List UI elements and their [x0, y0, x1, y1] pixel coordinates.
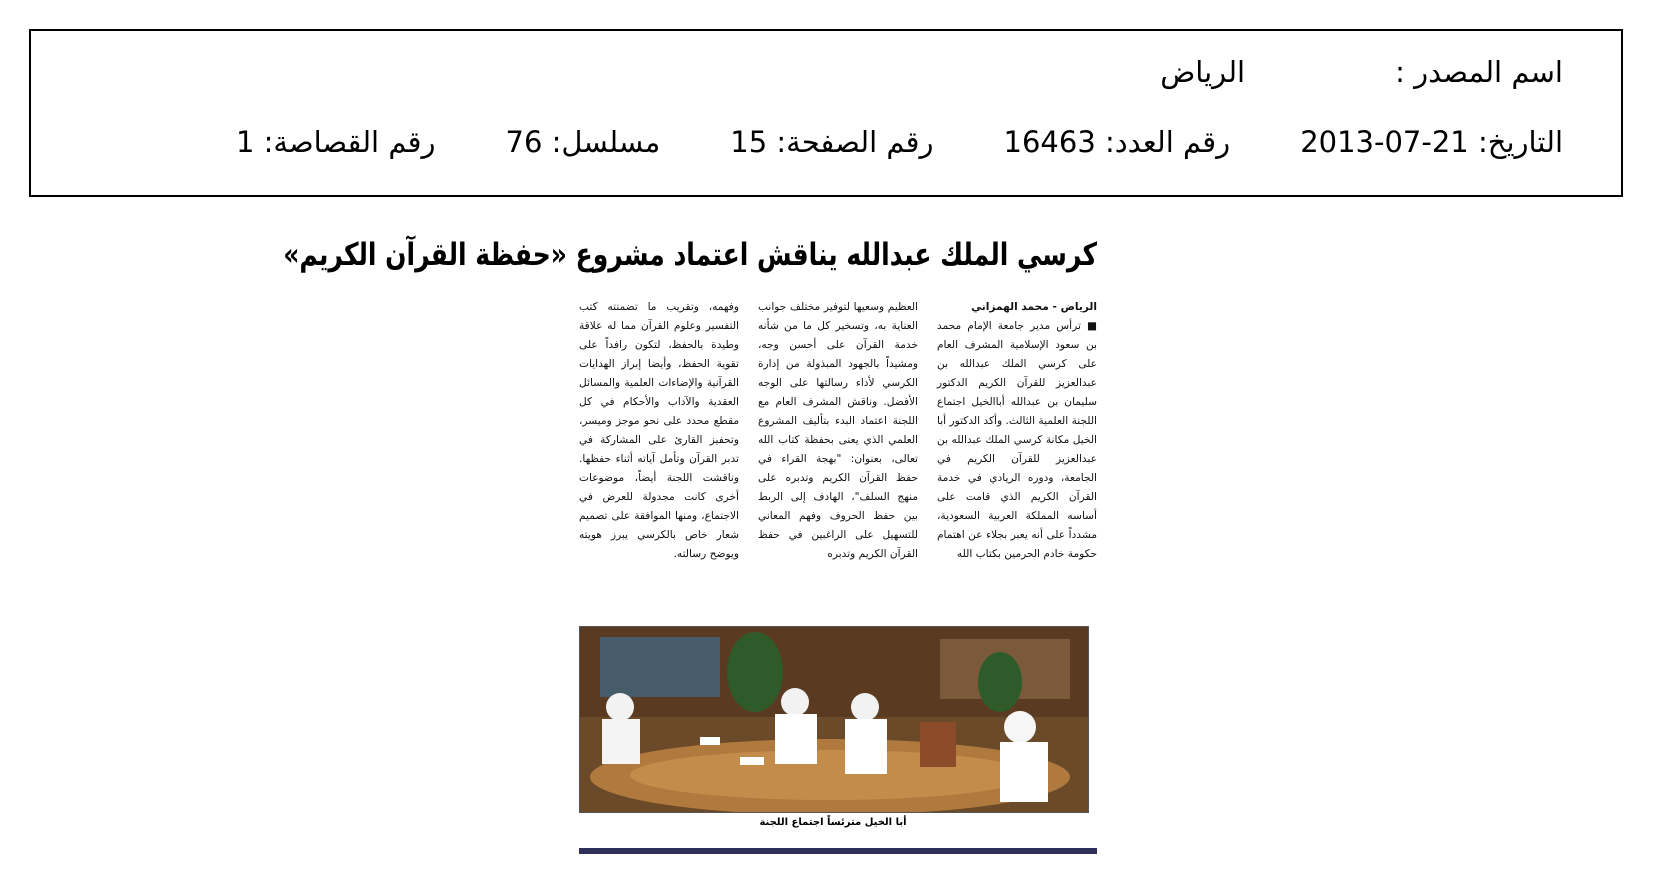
- date-value: 2013-07-21: [1300, 125, 1469, 159]
- article-headline: كرسي الملك عبدالله يناقش اعتماد مشروع «حفظة القرآن الكريم»: [283, 236, 1097, 273]
- serial-label: مسلسل:: [551, 125, 661, 159]
- clip-label: رقم القصاصة:: [263, 125, 436, 159]
- article-column-1: [937, 298, 1097, 564]
- meeting-photo-image: [580, 627, 1088, 812]
- page-value: 15: [730, 125, 768, 159]
- clip-value: 1: [235, 125, 255, 159]
- meeting-photo: [579, 626, 1089, 813]
- newspaper-clipping: [283, 236, 1097, 856]
- issue-label: رقم العدد:: [1105, 125, 1231, 159]
- article-column-3: وفهمه، وتقريب ما تضمنته كتب التفسير وعلوم القرآن مما له علاقة وطيدة بالحفظ، لتكون رافداً على تقوية الحفظ، وأيضا إبراز الهدايات القرآنية والإضاءات العلمية والمسائل العقدية والآداب والأحكام في كل مقطع محدد على نحو موجز وميسر، وتحفيز القارئ على المشاركة في تدبر القرآن وتأمل آياته أثناء حفظها. وناقشت اللجنة أيضاً، موضوعات أخرى كانت مجدولة للعرض في الاجتماع، ومنها الموافقة على تصميم شعار خاص بالكرسي يبرز هويته ويوضح رسالته.: [579, 301, 739, 560]
- date-label: التاريخ:: [1477, 125, 1563, 159]
- column-1-text: ■ ترأس مدير جامعة الإمام محمد بن سعود الإسلامية المشرف العام على كرسي الملك عبدالله بن عبدالعزيز للقرآن الكريم الدكتور سليمان بن عبدالله أباالخيل اجتماع اللجنة العلمية الثالث. وأكد الدكتور أبا الخيل مكانة كرسي الملك عبدالله بن عبدالعزيز للقرآن الكريم في الجامعة، ودوره الريادي في خدمة القرآن الكريم الذي قامت على أساسه المملكة العربية السعودية، مشدداً على أنه يعبر بجلاء عن اهتمام حكومة خادم الحرمين بكتاب الله: [937, 320, 1097, 560]
- details-line: [236, 125, 1563, 159]
- source-line: [1160, 55, 1563, 89]
- metadata-box: [29, 29, 1623, 197]
- issue-value: 16463: [1003, 125, 1096, 159]
- source-value: الرياض: [1160, 55, 1246, 89]
- source-label: اسم المصدر :: [1395, 55, 1563, 89]
- photo-caption: أبا الخيل مترئساً اجتماع اللجنة: [759, 817, 907, 828]
- clipping-bottom-bar: [579, 848, 1097, 854]
- page-label: رقم الصفحة:: [776, 125, 934, 159]
- article-column-2: العظيم وسعيها لتوفير مختلف جوانب العناية به، وتسخير كل ما من شأنه خدمة القرآن على أحسن وجه، ومشيداً بالجهود المبذولة من إدارة الكرسي لأداء رسالتها على الوجه الأفضل. وناقش المشرف العام مع اللجنة اعتماد البدء بتأليف المشروع العلمي الذي يعنى بحفظة كتاب الله تعالى، بعنوان: "بهجة القراء في حفظ القرآن الكريم وتدبره على منهج السلف"، الهادف إلى الربط بين حفظ الحروف وفهم المعاني للتسهيل على الراغبين في حفظ القرآن الكريم وتدبره: [758, 301, 918, 560]
- article-byline: الرياض - محمد الهمزاني: [971, 301, 1097, 313]
- serial-value: 76: [505, 125, 543, 159]
